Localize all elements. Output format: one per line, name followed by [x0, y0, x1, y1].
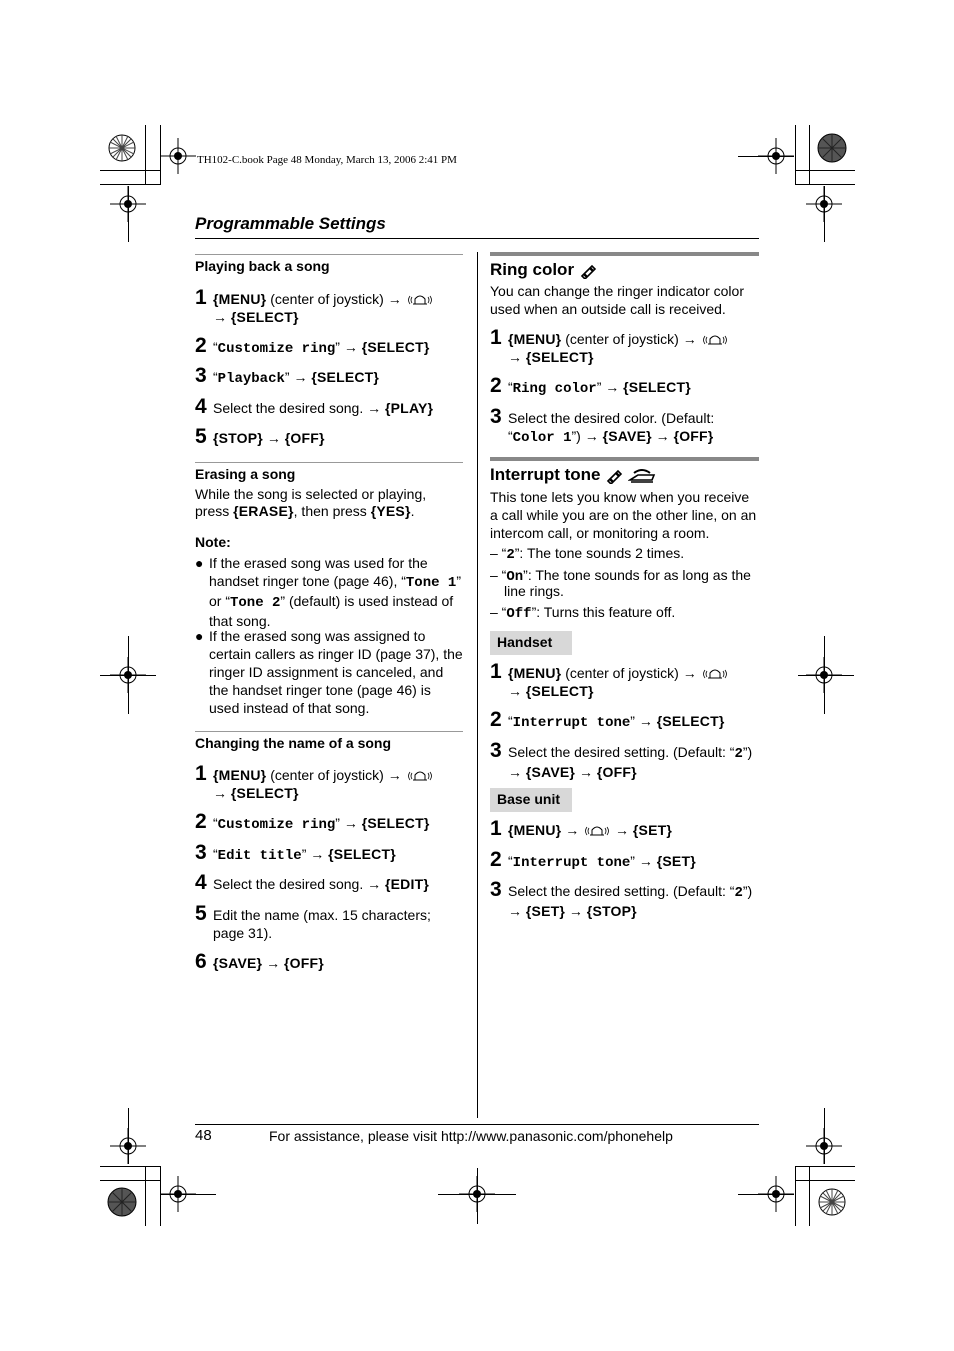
ringer-icon: [701, 333, 729, 347]
ringer-icon: [406, 293, 434, 307]
paragraph: You can change the ringer indicator color: [490, 283, 744, 299]
handset-icon: [579, 263, 597, 279]
base-unit-icon: [628, 468, 656, 484]
paragraph: This tone lets you know when you receive: [490, 489, 750, 505]
handset-icon: [605, 468, 623, 484]
registration-target-icon: [104, 128, 140, 168]
crosshair-icon: [160, 138, 196, 174]
registration-solid-icon: [104, 1184, 140, 1220]
paragraph: intercom call, or monitoring a room.: [490, 525, 710, 541]
subsection-label-handset: Handset: [490, 631, 572, 655]
option-item: – “Off”: Turns this feature off.: [490, 604, 676, 622]
column-divider: [477, 252, 478, 1118]
subsection-label-base-unit: Base unit: [490, 788, 572, 812]
registration-target-icon: [814, 1184, 850, 1224]
paragraph: While the song is selected or playing,: [195, 486, 427, 502]
header-rule: [195, 238, 759, 239]
option-item-continued: line rings.: [504, 583, 564, 599]
page-title: Programmable Settings: [195, 214, 386, 233]
paragraph: used when an outside call is received.: [490, 301, 726, 317]
section-heading: Erasing a song: [195, 466, 296, 482]
registration-solid-icon: [814, 130, 850, 166]
section-heading: Changing the name of a song: [195, 735, 392, 751]
option-item: – “2”: The tone sounds 2 times.: [490, 545, 685, 563]
section-heading: Playing back a song: [195, 258, 330, 274]
option-item: – “On”: The tone sounds for as long as the: [490, 567, 751, 585]
note-label: Note:: [195, 534, 231, 550]
section-heading: Ring color: [490, 260, 597, 280]
ringer-icon: [406, 769, 434, 783]
footer-rule: [195, 1124, 759, 1125]
paragraph: press {ERASE}, then press {YES}.: [195, 503, 415, 519]
print-info: TH102-C.book Page 48 Monday, March 13, 2006 2:41 PM: [197, 154, 457, 166]
page-number: 48: [195, 1127, 212, 1144]
footer-assist-text: For assistance, please visit http://www.panasonic.com/phonehelp: [269, 1128, 673, 1144]
section-heading: Interrupt tone: [490, 465, 656, 485]
paragraph: a call while you are on the other line, on an: [490, 507, 757, 523]
ringer-icon: [701, 667, 729, 681]
ringer-icon: [583, 824, 611, 838]
